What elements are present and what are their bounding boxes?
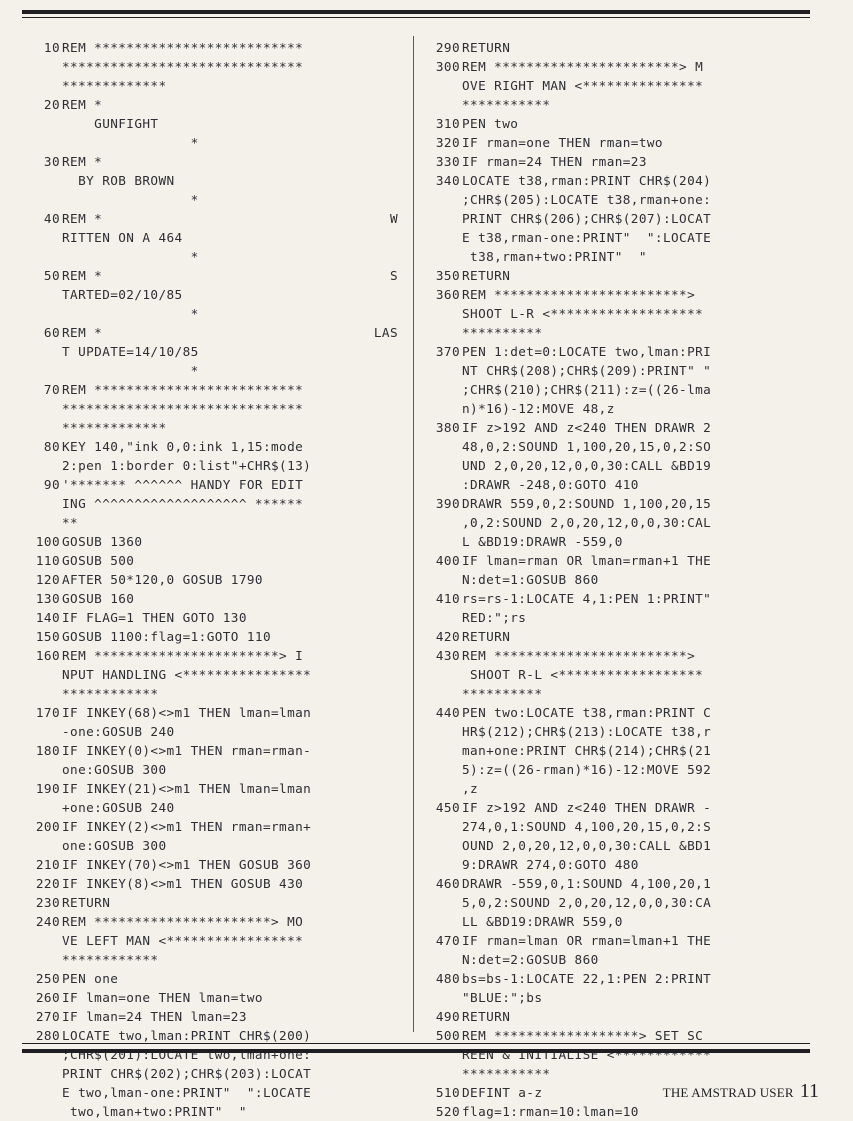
line-number: 210 (35, 857, 60, 872)
code-text: REM * (62, 211, 103, 226)
code-line-continuation (426, 722, 806, 741)
code-text: RETURN (462, 40, 511, 55)
code-line-continuation (426, 817, 806, 836)
line-number: 220 (35, 876, 60, 891)
code-text: REM ***********************> I (62, 648, 304, 663)
line-number: 290 (435, 40, 460, 55)
code-line-continuation (426, 760, 806, 779)
code-text: IF lman=24 THEN lman=23 (62, 1009, 247, 1024)
code-line-30 (26, 152, 398, 171)
code-line-470 (426, 931, 806, 950)
code-line-410 (426, 589, 806, 608)
code-text: * (62, 249, 199, 264)
code-line-continuation (426, 855, 806, 874)
code-text: PRINT CHR$(202);CHR$(203):LOCAT (62, 1066, 312, 1081)
code-line-180 (26, 741, 398, 760)
code-line-190 (26, 779, 398, 798)
code-line-continuation (26, 247, 398, 266)
code-line-420 (426, 627, 806, 646)
code-text: T UPDATE=14/10/85 (62, 344, 199, 359)
code-text: rs=rs-1:LOCATE 4,1:PEN 1:PRINT" (462, 591, 712, 606)
code-text: GOSUB 500 (62, 553, 135, 568)
code-text: '******* ^^^^^^ HANDY FOR EDIT (62, 477, 304, 492)
code-text: ************ (62, 952, 159, 967)
line-number: 460 (435, 876, 460, 891)
code-text: IF FLAG=1 THEN GOTO 130 (62, 610, 247, 625)
line-number: 490 (435, 1009, 460, 1024)
code-line-210 (26, 855, 398, 874)
line-number: 510 (435, 1085, 460, 1100)
code-line-50 (26, 266, 398, 285)
code-line-continuation (426, 228, 806, 247)
code-line-10 (26, 38, 398, 57)
code-text: two,lman+two:PRINT" " (62, 1104, 247, 1119)
code-text: RETURN (462, 268, 511, 283)
code-text: ****************************** (62, 59, 304, 74)
code-line-40 (26, 209, 398, 228)
code-text: +one:GOSUB 240 (62, 800, 175, 815)
code-text: "BLUE:";bs (462, 990, 543, 1005)
line-number: 30 (43, 154, 60, 169)
code-text: ;CHR$(210);CHR$(211):z=((26-lma (462, 382, 712, 397)
line-number: 400 (435, 553, 460, 568)
code-text: :DRAWR -248,0:GOTO 410 (462, 477, 639, 492)
code-line-continuation (426, 190, 806, 209)
code-text: PEN one (62, 971, 119, 986)
code-line-130 (26, 589, 398, 608)
code-text: LOCATE t38,rman:PRINT CHR$(204) (462, 173, 712, 188)
code-text: t38,rman+two:PRINT" " (462, 249, 647, 264)
line-number: 300 (435, 59, 460, 74)
code-line-continuation (26, 285, 398, 304)
line-number: 170 (35, 705, 60, 720)
line-number: 340 (435, 173, 460, 188)
code-line-120 (26, 570, 398, 589)
code-line-240 (26, 912, 398, 931)
code-line-continuation (26, 798, 398, 817)
magazine-title: THE AMSTRAD USER (662, 1085, 794, 1100)
code-line-370 (426, 342, 806, 361)
line-number: 150 (35, 629, 60, 644)
code-line-360 (426, 285, 806, 304)
code-line-continuation (426, 323, 806, 342)
code-line-continuation (426, 988, 806, 1007)
code-line-110 (26, 551, 398, 570)
page-number: 11 (799, 1080, 819, 1102)
code-line-continuation (426, 912, 806, 931)
line-number: 280 (35, 1028, 60, 1043)
code-text: ********** (462, 325, 543, 340)
code-text: ****************************** (62, 401, 304, 416)
code-line-310 (426, 114, 806, 133)
code-text: 5,0,2:SOUND 2,0,20,12,0,0,30:CA (462, 895, 712, 910)
code-line-80 (26, 437, 398, 456)
code-line-continuation (426, 741, 806, 760)
code-text: PEN 1:det=0:LOCATE two,lman:PRI (462, 344, 712, 359)
code-text: REM ************************> (462, 648, 696, 663)
code-text: ING ^^^^^^^^^^^^^^^^^^^ ****** (62, 496, 304, 511)
code-line-continuation (426, 209, 806, 228)
code-text: E t38,rman-one:PRINT" ":LOCATE (462, 230, 712, 245)
code-line-480 (426, 969, 806, 988)
code-text: REM ******************> SET SC (462, 1028, 704, 1043)
code-text: 2:pen 1:border 0:list"+CHR$(13) (62, 458, 312, 473)
code-line-continuation (426, 836, 806, 855)
code-line-continuation (26, 513, 398, 532)
line-number: 470 (435, 933, 460, 948)
code-text: ,0,2:SOUND 2,0,20,12,0,0,30:CAL (462, 515, 712, 530)
line-number: 520 (435, 1104, 460, 1119)
line-number: 320 (435, 135, 460, 150)
code-line-continuation (26, 57, 398, 76)
code-line-continuation (26, 342, 398, 361)
code-text: *********** (462, 97, 551, 112)
code-line-200 (26, 817, 398, 836)
code-line-60 (26, 323, 398, 342)
code-text: -one:GOSUB 240 (62, 724, 175, 739)
code-text: IF lman=rman OR lman=rman+1 THE (462, 553, 712, 568)
code-line-440 (426, 703, 806, 722)
code-text: IF INKEY(70)<>m1 THEN GOSUB 360 (62, 857, 312, 872)
line-number: 240 (35, 914, 60, 929)
code-text: IF z>192 AND z<240 THEN DRAWR 2 (462, 420, 712, 435)
line-number: 430 (435, 648, 460, 663)
line-number: 90 (43, 477, 60, 492)
code-line-260 (26, 988, 398, 1007)
code-line-continuation (26, 1064, 398, 1083)
code-line-continuation (426, 456, 806, 475)
code-text: IF lman=one THEN lman=two (62, 990, 263, 1005)
line-number: 250 (35, 971, 60, 986)
code-line-continuation (26, 760, 398, 779)
line-number: 80 (43, 439, 60, 454)
code-text: * (62, 192, 199, 207)
code-line-continuation (426, 95, 806, 114)
code-text: REM ************************> (462, 287, 696, 302)
code-line-continuation (426, 893, 806, 912)
line-number: 360 (435, 287, 460, 302)
page-footer (663, 1080, 819, 1103)
code-text: ;CHR$(201):LOCATE two,lman+one: (62, 1047, 312, 1062)
code-text: GOSUB 1100:flag=1:GOTO 110 (62, 629, 272, 644)
line-number: 270 (35, 1009, 60, 1024)
code-line-continuation (426, 380, 806, 399)
code-line-400 (426, 551, 806, 570)
line-number: 480 (435, 971, 460, 986)
line-number: 40 (43, 211, 60, 226)
code-text: IF INKEY(21)<>m1 THEN lman=lman (62, 781, 312, 796)
listing-left-column (26, 38, 398, 1121)
code-text: * (62, 135, 199, 150)
code-line-90 (26, 475, 398, 494)
code-line-380 (426, 418, 806, 437)
code-line-continuation (26, 494, 398, 513)
line-number: 310 (435, 116, 460, 131)
code-text: man+one:PRINT CHR$(214);CHR$(21 (462, 743, 712, 758)
line-number: 230 (35, 895, 60, 910)
code-line-continuation (426, 950, 806, 969)
code-line-70 (26, 380, 398, 399)
code-text: PRINT CHR$(206);CHR$(207):LOCAT (462, 211, 712, 226)
code-text: RETURN (462, 629, 511, 644)
code-text: REM * (62, 154, 103, 169)
code-text: 9:DRAWR 274,0:GOTO 480 (462, 857, 639, 872)
code-line-100 (26, 532, 398, 551)
code-text: * (62, 306, 199, 321)
code-line-460 (426, 874, 806, 893)
code-line-continuation (426, 437, 806, 456)
code-line-300 (426, 57, 806, 76)
code-text: GOSUB 1360 (62, 534, 143, 549)
line-number: 60 (43, 325, 60, 340)
code-line-340 (426, 171, 806, 190)
line-number: 440 (435, 705, 460, 720)
code-line-continuation (26, 171, 398, 190)
code-text: REEN & INITIALISE <************ (462, 1047, 712, 1062)
code-line-continuation (26, 950, 398, 969)
code-text: IF z>192 AND z<240 THEN DRAWR - (462, 800, 712, 815)
code-text: AFTER 50*120,0 GOSUB 1790 (62, 572, 263, 587)
code-line-290 (426, 38, 806, 57)
code-text: GOSUB 160 (62, 591, 135, 606)
code-text-wrap-fragment: S (389, 268, 398, 283)
code-line-520 (426, 1102, 806, 1121)
code-text-wrap-fragment: LAS (373, 325, 398, 340)
code-text: SHOOT L-R <******************* (462, 306, 704, 321)
code-line-450 (426, 798, 806, 817)
line-number: 50 (43, 268, 60, 283)
code-text: ********** (462, 686, 543, 701)
code-text: PEN two:LOCATE t38,rman:PRINT C (462, 705, 712, 720)
code-line-continuation (426, 665, 806, 684)
code-text: HR$(212);CHR$(213):LOCATE t38,r (462, 724, 712, 739)
code-line-continuation (26, 399, 398, 418)
code-line-continuation (26, 76, 398, 95)
code-line-160 (26, 646, 398, 665)
line-number: 390 (435, 496, 460, 511)
line-number: 120 (35, 572, 60, 587)
code-text: E two,lman-one:PRINT" ":LOCATE (62, 1085, 312, 1100)
code-line-230 (26, 893, 398, 912)
code-line-continuation (26, 665, 398, 684)
code-line-continuation (426, 513, 806, 532)
code-line-continuation (26, 133, 398, 152)
line-number: 100 (35, 534, 60, 549)
code-text: NT CHR$(208);CHR$(209):PRINT" " (462, 363, 712, 378)
line-number: 370 (435, 344, 460, 359)
line-number: 500 (435, 1028, 460, 1043)
code-text: 48,0,2:SOUND 1,100,20,15,0,2:SO (462, 439, 712, 454)
code-text: ************* (62, 78, 167, 93)
line-number: 420 (435, 629, 460, 644)
line-number: 350 (435, 268, 460, 283)
code-line-continuation (426, 76, 806, 95)
code-text: 5):z=((26-rman)*16)-12:MOVE 592 (462, 762, 712, 777)
code-text: LL &BD19:DRAWR 559,0 (462, 914, 623, 929)
code-line-continuation (426, 570, 806, 589)
code-line-320 (426, 133, 806, 152)
line-number: 190 (35, 781, 60, 796)
code-line-330 (426, 152, 806, 171)
code-text: ************* (62, 420, 167, 435)
code-line-continuation (426, 684, 806, 703)
bottom-rule (22, 1043, 810, 1053)
code-text: RETURN (462, 1009, 511, 1024)
code-text: REM * (62, 97, 103, 112)
code-line-continuation (26, 114, 398, 133)
code-line-continuation (426, 361, 806, 380)
code-text: REM * (62, 268, 103, 283)
code-text: L &BD19:DRAWR -559,0 (462, 534, 623, 549)
code-text: REM ***********************> M (462, 59, 704, 74)
line-number: 410 (435, 591, 460, 606)
line-number: 140 (35, 610, 60, 625)
code-text: REM ************************** (62, 382, 304, 397)
line-number: 110 (35, 553, 60, 568)
code-line-continuation (26, 190, 398, 209)
code-text-wrap-fragment: W (389, 211, 398, 226)
code-text: IF INKEY(2)<>m1 THEN rman=rman+ (62, 819, 312, 834)
code-text: 274,0,1:SOUND 4,100,20,15,0,2:S (462, 819, 712, 834)
code-text: KEY 140,"ink 0,0:ink 1,15:mode (62, 439, 304, 454)
code-text: IF rman=24 THEN rman=23 (462, 154, 647, 169)
line-number: 260 (35, 990, 60, 1005)
code-text: IF rman=one THEN rman=two (462, 135, 663, 150)
code-text: DRAWR 559,0,2:SOUND 1,100,20,15 (462, 496, 712, 511)
code-text: VE LEFT MAN <***************** (62, 933, 304, 948)
code-line-continuation (426, 532, 806, 551)
line-number: 10 (43, 40, 60, 55)
code-line-continuation (26, 722, 398, 741)
code-text: REM * (62, 325, 103, 340)
code-line-150 (26, 627, 398, 646)
code-line-continuation (26, 684, 398, 703)
code-text: ;CHR$(205):LOCATE t38,rman+one: (462, 192, 712, 207)
code-text: RED:";rs (462, 610, 527, 625)
code-line-490 (426, 1007, 806, 1026)
line-number: 330 (435, 154, 460, 169)
code-text: IF INKEY(68)<>m1 THEN lman=lman (62, 705, 312, 720)
code-text: DRAWR -559,0,1:SOUND 4,100,20,1 (462, 876, 712, 891)
code-text: UND 2,0,20,12,0,0,30:CALL &BD19 (462, 458, 712, 473)
code-line-continuation (26, 931, 398, 950)
code-line-continuation (26, 456, 398, 475)
code-text: NPUT HANDLING <**************** (62, 667, 312, 682)
code-text: DEFINT a-z (462, 1085, 543, 1100)
code-line-continuation (426, 399, 806, 418)
listing-right-column (426, 38, 806, 1121)
code-text: IF rman=lman OR rman=lman+1 THE (462, 933, 712, 948)
code-text: one:GOSUB 300 (62, 838, 167, 853)
code-text: *********** (462, 1066, 551, 1081)
code-line-continuation (426, 247, 806, 266)
code-line-continuation (26, 1083, 398, 1102)
code-line-continuation (426, 475, 806, 494)
code-line-continuation (426, 304, 806, 323)
code-text: IF INKEY(8)<>m1 THEN GOSUB 430 (62, 876, 304, 891)
line-number: 20 (43, 97, 60, 112)
code-line-350 (426, 266, 806, 285)
code-text: PEN two (462, 116, 519, 131)
code-text: TARTED=02/10/85 (62, 287, 183, 302)
code-line-continuation (26, 361, 398, 380)
code-text: REM ************************** (62, 40, 304, 55)
code-text: GUNFIGHT (62, 116, 159, 131)
code-line-continuation (26, 1102, 398, 1121)
code-text: n)*16)-12:MOVE 48,z (462, 401, 615, 416)
code-text: OUND 2,0,20,12,0,0,30:CALL &BD1 (462, 838, 712, 853)
top-rule (22, 10, 810, 18)
line-number: 380 (435, 420, 460, 435)
code-text: RETURN (62, 895, 111, 910)
code-text: ************ (62, 686, 159, 701)
code-line-430 (426, 646, 806, 665)
line-number: 200 (35, 819, 60, 834)
code-text: SHOOT R-L <****************** (462, 667, 704, 682)
code-text: * (62, 363, 199, 378)
line-number: 450 (435, 800, 460, 815)
column-divider (413, 36, 414, 1032)
code-line-140 (26, 608, 398, 627)
code-text: LOCATE two,lman:PRINT CHR$(200) (62, 1028, 312, 1043)
code-line-270 (26, 1007, 398, 1026)
code-line-220 (26, 874, 398, 893)
line-number: 70 (43, 382, 60, 397)
code-line-continuation (26, 836, 398, 855)
code-line-390 (426, 494, 806, 513)
code-text: REM **********************> MO (62, 914, 304, 929)
code-line-continuation (26, 418, 398, 437)
code-text: bs=bs-1:LOCATE 22,1:PEN 2:PRINT (462, 971, 712, 986)
code-line-250 (26, 969, 398, 988)
code-text: N:det=2:GOSUB 860 (462, 952, 599, 967)
code-line-continuation (26, 228, 398, 247)
code-text: RITTEN ON A 464 (62, 230, 183, 245)
line-number: 130 (35, 591, 60, 606)
code-text: ,z (462, 781, 479, 796)
code-text: OVE RIGHT MAN <*************** (462, 78, 704, 93)
code-text: ** (62, 515, 79, 530)
code-line-continuation (426, 779, 806, 798)
code-line-continuation (426, 608, 806, 627)
code-text: BY ROB BROWN (62, 173, 175, 188)
line-number: 180 (35, 743, 60, 758)
code-text: flag=1:rman=10:lman=10 (462, 1104, 639, 1119)
code-line-20 (26, 95, 398, 114)
code-text: one:GOSUB 300 (62, 762, 167, 777)
line-number: 160 (35, 648, 60, 663)
code-text: IF INKEY(0)<>m1 THEN rman=rman- (62, 743, 312, 758)
code-line-170 (26, 703, 398, 722)
code-text: N:det=1:GOSUB 860 (462, 572, 599, 587)
code-line-continuation (26, 304, 398, 323)
